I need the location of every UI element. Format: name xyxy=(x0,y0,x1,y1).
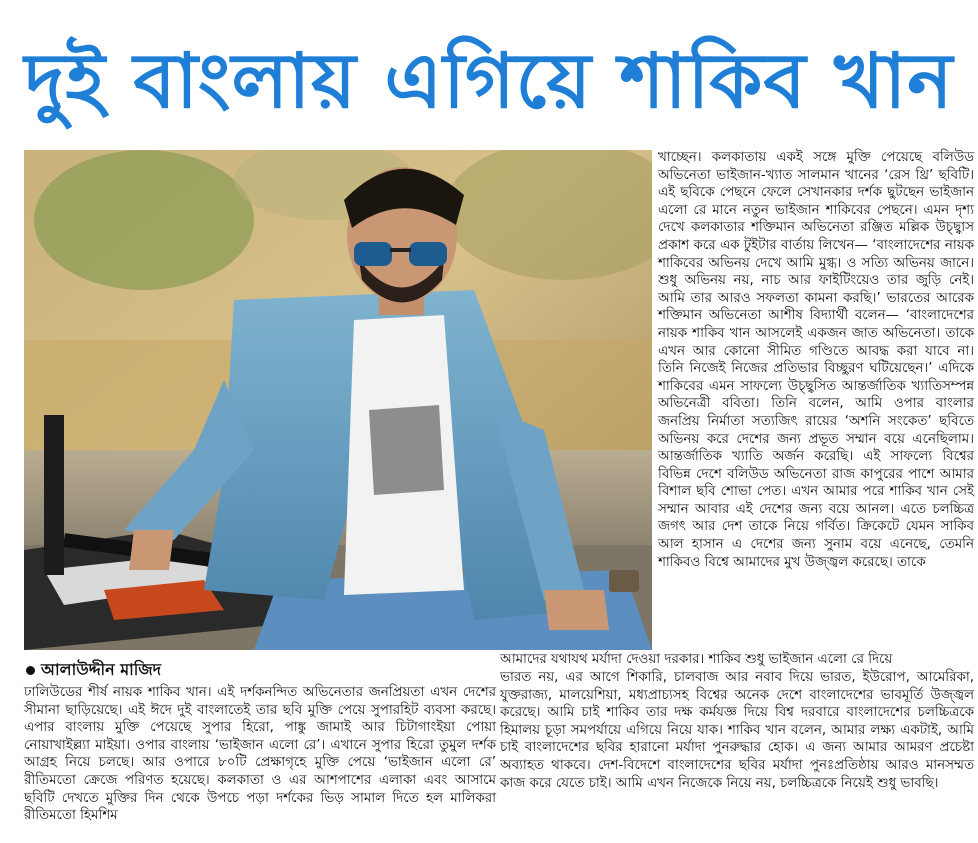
right-column-text xyxy=(658,149,974,571)
byline-author: আলাউদ্দীন মাজিদ xyxy=(41,660,162,679)
byline xyxy=(26,657,161,684)
article-paragraph: আমাদের যথাযথ মর্যাদা দেওয়া দরকার। শাকিব শুধু ভাইজান এলো রে দিয়ে xyxy=(500,652,893,667)
bridge-line xyxy=(500,651,974,669)
article-paragraph: খাচ্ছেন। কলকাতায় একই সঙ্গে মুক্তি পেয়েছে বলিউড অভিনেতা ভাইজান-খ্যাত সালমান খানের ‘রেস থ্রি’ ছবিটি। এই ছবিকে পেছনে ফেলে সেখানকার দর্শক ছুটছেন ভাইজান এলো রে মানে নতুন ভাইজান শাকিবের পেছনে। এমন দৃশ্য দেখে কলকাতার শক্তিমান অভিনেতা রঞ্জিত মল্লিক উচ্ছ্বাস প্রকাশ করে এক টুইটার বার্তায় লিখেন— ‘বাংলাদেশের নায়ক শাকিবের অভিনয় দেখে আমি মুগ্ধ। ও সত্যি অভিনয় জানে। শুধু অভিনয় নয়, নাচ আর ফাইটিংয়েও তার জুড়ি নেই। আমি তার আরও সফলতা কামনা করছি।’ ভারতের আরেক শক্তিমান অভিনেতা আশীষ বিদ্যার্থী বলেন— ‘বাংলাদেশের নায়ক শাকিব খান আসলেই একজন জাত অভিনেতা। তাকে এখন আর কোনো সীমিত গণ্ডিতে আবদ্ধ করা যাবে না। তিনি নিজেই নিজের প্রতিভার বিচ্ছুরণ ঘটিয়েছেন।’ এদিকে শাকিবের এমন সাফল্যে উচ্ছ্বসিত আন্তর্জাতিক খ্যাতিসম্পন্ন অভিনেত্রী ববিতা। তিনি বলেন, আমি ওপার বাংলার জনপ্রিয় নির্মাতা সত্যজিৎ রায়ের ‘অশনি সংকেত’ ছবিতে অভিনয় করে দেশের জন্য প্রভূত সম্মান বয়ে এনেছিলাম। আন্তর্জাতিক খ্যাতি অর্জন করেছি। এই সাফল্যে বিশ্বের বিভিন্ন দেশে বলিউড অভিনেতা রাজ কাপুরের পাশে আমার বিশাল ছবি শোভা পেত। এখন আমার পরে শাকিব খান সেই সম্মান আবার এই দেশের জন্য বয়ে আনল। এতে চলচ্চিত্র জগৎ আর দেশ তাকে নিয়ে গর্বিত। ক্রিকেটে যেমন সাকিব আল হাসান এ দেশের জন্য সুনাম বয়ে এনেছে, তেমনি শাকিবও বিশ্বে আমাদের মুখ উজ্জ্বল করেছে। তাকে xyxy=(658,150,974,570)
article-paragraph: ভারত নয়, এর আগে শিকারি, চালবাজ আর নবাব দিয়ে ভারত, ইউরোপ, আমেরিকা, যুক্তরাজ্য, মালয়েশিয়া, মধ্যপ্রাচ্যসহ বিশ্বের অনেক দেশে বাংলাদেশের ভাবমূর্তি উজ্জ্বল করেছে। আমি চাই শাকিব তার দক্ষ কর্মযজ্ঞ দিয়ে বিশ্ব দরবারে বাংলাদেশের চলচ্চিত্রকে হিমালয় চূড়া সমপর্যায়ে এগিয়ে নিয়ে যাক। শাকিব খান বলেন, আমার লক্ষ্য একটাই, আমি চাই বাংলাদেশের ছবির হারানো মর্যাদা পুনরুদ্ধার হোক। এ জন্য আমার আমরণ প্রচেষ্টা অব্যাহত থাকবে। দেশ-বিদেশে বাংলাদেশের ছবির মর্যাদা পুনঃপ্রতিষ্ঠায় আরও মানসম্মত কাজ করে যেতে চাই। আমি এখন নিজেকে নিয়ে নয়, চলচ্চিত্রকে নিয়েই শুধু ভাবছি। xyxy=(500,670,974,791)
bottom-left-column xyxy=(24,684,496,825)
article-intro: ঢালিউডের শীর্ষ নায়ক শাকিব খান। এই দর্শকনন্দিত অভিনেতার জনপ্রিয়তা এখন দেশের সীমানা ছাড়িয়েছে। এই ঈদে দুই বাংলাতেই তার ছবি মুক্তি পেয়ে সুপারহিট ব্যবসা করছে। এপার বাংলায় মুক্তি পেয়েছে সুপার হিরো, পাঙ্কু জামাই আর চিটাগাংইয়া পোয়া নোয়াখাইল্ল্যা মাইয়া। ওপার বাংলায় ‘ভাইজান এলো রে’। এখানে সুপার হিরো তুমুল দর্শক আগ্রহ নিয়ে চলছে। আর ওপারে ৮০টি প্রেক্ষাগৃহে মুক্তি পেয়ে ‘ভাইজান এলো রে’ রীতিমতো ক্রেজে পরিণত হয়েছে। কলকাতা ও এর আশপাশের এলাকা এবং আসামে ছবিটি দেখতে মুক্তির দিন থেকে উপচে পড়া দর্শকের ভিড় সামাল দিতে হল মালিকরা রীতিমতো হিমশিম xyxy=(24,685,496,824)
article-photo xyxy=(24,150,652,650)
bullet-icon xyxy=(26,666,35,675)
headline: দুই বাংলায় এগিয়ে শাকিব খান xyxy=(24,36,954,125)
bottom-right-column xyxy=(500,669,974,792)
